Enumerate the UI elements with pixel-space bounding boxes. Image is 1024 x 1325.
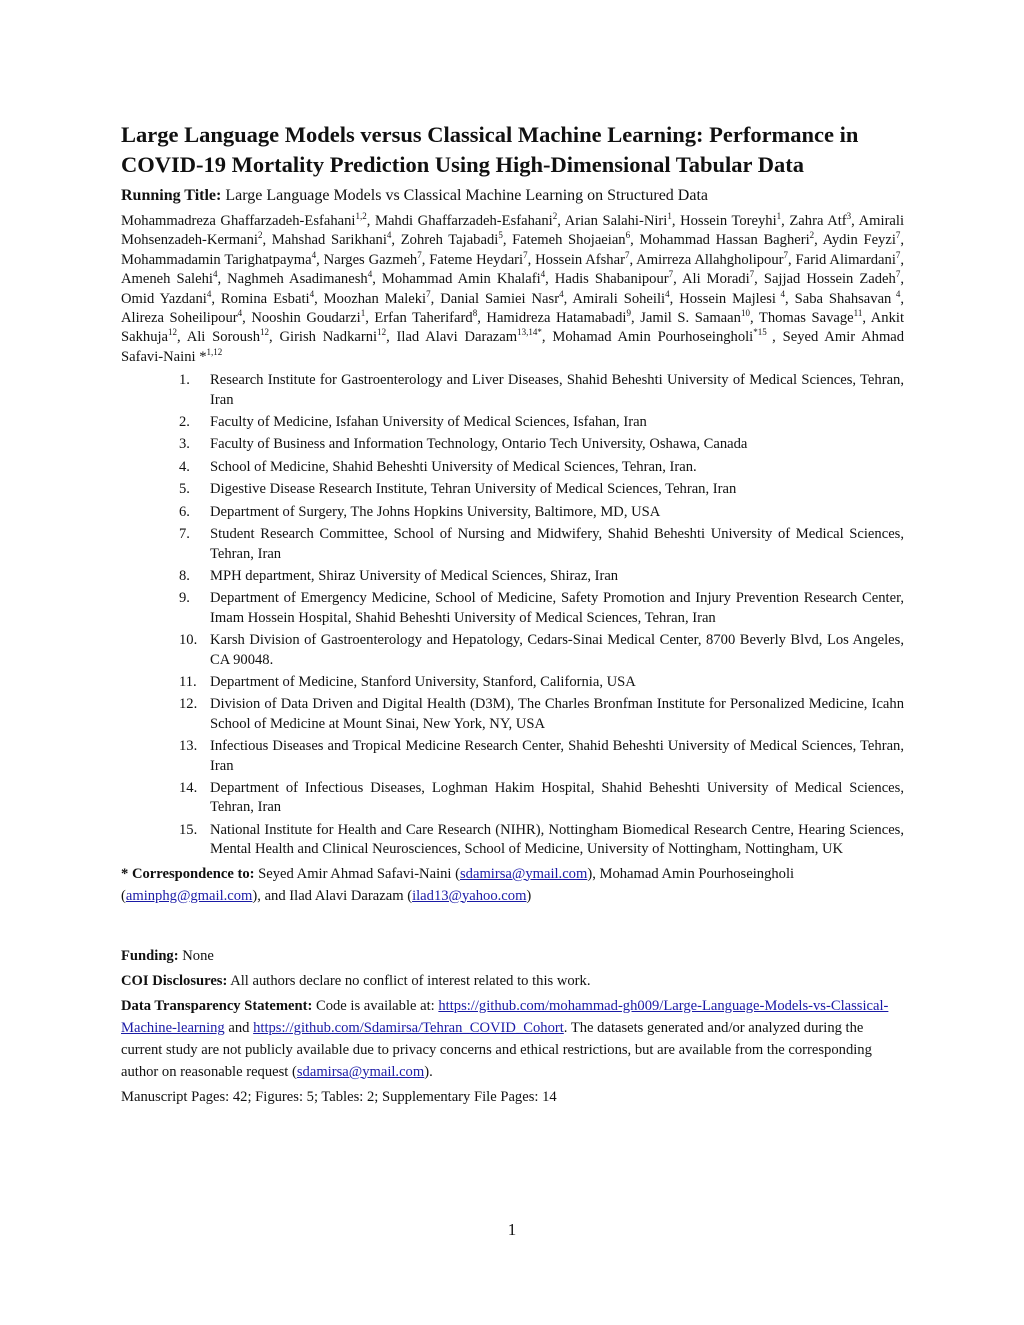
author-affiliation-sup: 12 <box>377 327 387 338</box>
affiliation-text: Infectious Diseases and Tropical Medicine Research Center, Shahid Beheshti University of Medical Sciences, Tehran, Iran <box>210 738 904 774</box>
email-link[interactable]: sdamirsa@ymail.com <box>460 865 588 882</box>
author-affiliation-sup: 7 <box>523 249 528 260</box>
funding-label: Funding: <box>121 947 179 964</box>
author-affiliation-sup: 13,14* <box>517 327 542 338</box>
affiliation-number: 4. <box>179 458 190 475</box>
author-affiliation-sup: 7 <box>749 269 755 280</box>
affiliation-text: Department of Surgery, The Johns Hopkins University, Baltimore, MD, USA <box>210 503 661 520</box>
affiliation-item <box>121 567 904 586</box>
author-affiliation-sup: 4 <box>775 288 785 299</box>
email-link[interactable]: ilad13@yahoo.com <box>412 887 527 904</box>
author: Danial Samiei Nasr <box>440 290 560 307</box>
affiliation-number: 10. <box>179 632 198 649</box>
author: Amirreza Allahgholipour <box>636 251 784 268</box>
author-affiliation-sup: 12 <box>168 327 178 338</box>
affiliation-item <box>121 737 904 776</box>
affiliation-text: MPH department, Shiraz University of Medical Sciences, Shiraz, Iran <box>210 567 619 584</box>
affiliation-list <box>121 371 904 859</box>
affiliation-number: 12. <box>179 696 198 713</box>
affiliation-text: Faculty of Medicine, Isfahan University of Medical Sciences, Isfahan, Iran <box>210 414 647 431</box>
affiliation-number: 2. <box>179 414 190 431</box>
author: Mohammad Amin Khalafi <box>381 271 541 288</box>
declarations <box>121 945 904 1108</box>
author: Thomas Savage <box>758 310 854 327</box>
running-title-text: Large Language Models vs Classical Machine Learning on Structured Data <box>225 187 709 204</box>
author-affiliation-sup: 2 <box>552 211 558 222</box>
author: Ali Moradi <box>682 271 750 288</box>
affiliation-item <box>121 779 904 818</box>
author-affiliation-sup: 7 <box>783 249 789 260</box>
author: Seyed Amir Ahmad Safavi-Naini * <box>121 329 905 365</box>
code-link[interactable]: https://github.com/mohammad-gh009/Large-Language-Models-vs-Classical-Machine-learning <box>121 997 889 1036</box>
author-affiliation-sup: 7 <box>895 249 901 260</box>
author: Amirali Soheili <box>572 290 666 307</box>
author: Mahshad Sarikhani <box>271 232 387 249</box>
funding <box>121 945 904 967</box>
author-affiliation-sup: 7 <box>417 249 422 260</box>
author-affiliation-sup: 7 <box>895 269 901 280</box>
author-affiliation-sup: 7 <box>895 230 901 241</box>
author: Fatemeh Shojaeian <box>512 232 626 249</box>
affiliation-number: 15. <box>179 821 198 838</box>
author: Mohamad Amin Pourhoseingholi <box>552 329 754 346</box>
author: Mahdi Ghaffarzadeh-Esfahani <box>374 213 553 229</box>
author-affiliation-sup: 1,2 <box>355 211 367 222</box>
author: Girish Nadkarni <box>279 329 378 346</box>
affiliation-item <box>121 631 904 670</box>
affiliation-number: 9. <box>179 590 190 607</box>
correspondence-text: ), and Ilad Alavi Darazam ( <box>252 887 413 904</box>
author-affiliation-sup: 7 <box>668 269 674 280</box>
author-affiliation-sup: 4 <box>540 269 546 280</box>
author-affiliation-sup: 4 <box>309 288 315 299</box>
affiliation-text: National Institute for Health and Care Research (NIHR), Nottingham Biomedical Research Centre, Hearing Sciences, Mental Health and Clinical Neurosciences, School of Medicine, University of Nottingham, Nottingham, UK <box>210 821 904 858</box>
author: Farid Alimardani <box>795 251 896 268</box>
author: Mohammadamin Tarighatpayma <box>121 251 312 268</box>
coi-disclosures <box>121 970 904 992</box>
data-statement-label: Data Transparency Statement: <box>121 997 313 1014</box>
affiliation-number: 7. <box>179 526 190 543</box>
author-affiliation-sup: 4 <box>559 288 564 299</box>
author: Aydin Feyzi <box>822 232 896 249</box>
author: Zahra Atf <box>789 213 847 229</box>
author-list: Mohammadreza Ghaffarzadeh-Esfahani$^{1,2}$, Mahdi Ghaffarzadeh-Esfahani$^2$, Arian Salahi-Niri$^1$, Hossein Toreyhi$^1$, Zahra Atf$^3$, Amirali Mohsenzadeh-Kermani$^2$, Mahshad Sarikhani$^4$, Zohreh Tajabadi$^5$, Fatemeh Shojaeian$^6$, Mohammad Hassan Bagheri$^2$, Aydin Feyzi$^7$, Mohammadamin Tarighatpayma$^4$, Narges Gazmeh$^7$, Fateme Heydari$^7$, Hossein Afshar$^7$, Amirreza Allahgholipour$^7$, Farid Alimardani$^7$, Ameneh Salehi$^4$, Naghmeh Asadimanesh$^4$, Mohammad Amin Khalafi$^4$, Hadis Shabanipour$^7$, Ali Moradi$^7$, Sajjad Hossein Zadeh$^7$, Omid Yazdani$^4$, Romina Esbati$^4$, Moozhan Maleki$^7$, Danial Samiei Nasr$^4$, Amirali Soheili$^4$, Hossein Majlesi $^4$, Saba Shahsavan $^4$, Alireza Soheilipour$^4$, Nooshin Goudarzi$^1$, Erfan Taherifard$^8$, Hamidreza Hatamabadi$^9$, Jamil S. Samaan$^{10}$, Thomas Savage$^{11}$, Ankit Sakhuja$^{12}$, Ali Soroush$^{12}$, Girish Nadkarni$^{12}$, Ilad Alavi Darazam$^{13,14*}$, Mohamad Amin Pourhoseingholi$^{*15}$ , Seyed Amir Ahmad Safavi-Naini *$^{1,12}$ <box>121 211 905 365</box>
author-affiliation-sup: 4 <box>206 288 212 299</box>
author-affiliation-sup: 4 <box>212 269 218 280</box>
affiliation-item <box>121 413 904 432</box>
correspondence-text: ) <box>526 887 532 904</box>
author: Hamidreza Hatamabadi <box>486 310 627 327</box>
author: Arian Salahi-Niri <box>564 213 668 229</box>
affiliation-number: 8. <box>179 567 190 584</box>
author: Hossein Majlesi <box>679 290 776 307</box>
email-link[interactable]: sdamirsa@ymail.com <box>296 1063 425 1080</box>
author-affiliation-sup: 4 <box>891 288 901 299</box>
page-number: 1 <box>507 1220 517 1239</box>
affiliation-text: School of Medicine, Shahid Beheshti University of Medical Sciences, Tehran, Iran. <box>210 458 697 475</box>
affiliation-item <box>121 458 904 477</box>
author-affiliation-sup: 1 <box>667 211 672 222</box>
affiliation-item <box>121 821 904 860</box>
author-affiliation-sup: 3 <box>846 211 852 222</box>
data-statement-text: ). <box>424 1063 433 1080</box>
author-affiliation-sup: 10 <box>740 308 750 319</box>
manuscript-info: Manuscript Pages: 42; Figures: 5; Tables: 2; Supplementary File Pages: 14 <box>121 1088 557 1105</box>
paper-page <box>121 120 904 1111</box>
affiliation-item <box>121 525 904 564</box>
affiliation-text: Department of Infectious Diseases, Loghman Hakim Hospital, Shahid Beheshti University of Medical Sciences, Tehran, Iran <box>210 779 904 816</box>
author: Nooshin Goudarzi <box>251 310 361 327</box>
affiliation-number: 13. <box>179 738 198 755</box>
author-affiliation-sup: 2 <box>257 230 263 241</box>
paper-title: Large Language Models versus Classical Machine Learning: Performance in COVID-19 Mortality Prediction Using High-Dimensional Tabular Data <box>121 122 859 177</box>
author-affiliation-sup: 11 <box>853 308 863 319</box>
running-title-label: Running Title: <box>121 187 222 204</box>
correspondence-text: Seyed Amir Ahmad Safavi-Naini ( <box>254 865 460 882</box>
author-affiliation-sup: 4 <box>237 308 243 319</box>
coi-text: All authors declare no conflict of interest related to this work. <box>227 972 591 989</box>
author: Hossein Afshar <box>535 251 625 268</box>
affiliation-item <box>121 673 904 692</box>
affiliation-text: Student Research Committee, School of Nursing and Midwifery, Shahid Beheshti University of Medical Sciences, Tehran, Iran <box>210 526 904 562</box>
data-statement-text: Code is available at: <box>312 997 439 1014</box>
affiliation-text: Karsh Division of Gastroenterology and Hepatology, Cedars-Sinai Medical Center, 8700 Beverly Blvd, Los Angeles, CA 90048. <box>210 632 904 668</box>
author-affiliation-sup: 4 <box>311 249 317 260</box>
affiliation-item <box>121 371 904 410</box>
author: Erfan Taherifard <box>374 310 473 327</box>
author-affiliation-sup: 4 <box>665 288 670 299</box>
author-affiliation-sup: 1 <box>360 308 366 319</box>
author: Naghmeh Asadimanesh <box>227 271 368 288</box>
author-affiliation-sup: 8 <box>472 308 478 319</box>
author: Ali Soroush <box>186 329 260 346</box>
affiliation-text: Digestive Disease Research Institute, Tehran University of Medical Sciences, Tehran, Iran <box>210 481 737 498</box>
correspondence-text: ), Mohamad Amin Pourhoseingholi ( <box>121 865 795 904</box>
author-affiliation-sup: 1 <box>776 211 782 222</box>
author: Saba Shahsavan <box>794 290 892 307</box>
author: Mohammad Hassan Bagheri <box>639 232 810 249</box>
email-link[interactable]: aminphg@gmail.com <box>125 887 253 904</box>
author-affiliation-sup: 7 <box>624 249 630 260</box>
affiliation-number: 5. <box>179 481 190 498</box>
data-transparency <box>121 995 904 1083</box>
affiliation-item <box>121 695 904 734</box>
author: Alireza Soheilipour <box>121 310 238 327</box>
author-affiliation-sup: 2 <box>809 230 815 241</box>
affiliation-number: 3. <box>179 436 190 453</box>
affiliation-number: 14. <box>179 779 198 796</box>
affiliation-item <box>121 503 904 522</box>
author-affiliation-sup: 12 <box>260 327 269 338</box>
affiliation-item <box>121 480 904 499</box>
affiliation-text: Division of Data Driven and Digital Health (D3M), The Charles Bronfman Institute for Personalized Medicine, Icahn School of Medicine at Mount Sinai, New York, NY, USA <box>210 696 904 732</box>
author: Narges Gazmeh <box>323 251 418 268</box>
author-affiliation-sup: 1,12 <box>206 346 223 357</box>
author: Mohammadreza Ghaffarzadeh-Esfahani <box>121 213 356 229</box>
affiliation-item <box>121 589 904 628</box>
affiliation-text: Department of Medicine, Stanford University, Stanford, California, USA <box>210 673 636 690</box>
author-affiliation-sup: 7 <box>426 288 431 299</box>
coi-label: COI Disclosures: <box>121 972 228 989</box>
affiliation-item <box>121 435 904 454</box>
correspondence-label: * Correspondence to: <box>121 865 255 882</box>
running-title <box>121 186 904 206</box>
author: Moozhan Maleki <box>323 290 427 307</box>
author-affiliation-sup: 5 <box>498 230 503 241</box>
author: Jamil S. Samaan <box>640 310 741 327</box>
affiliation-text: Faculty of Business and Information Technology, Ontario Tech University, Oshawa, Canada <box>210 436 748 453</box>
affiliation-text: Research Institute for Gastroenterology and Liver Diseases, Shahid Beheshti University of Medical Sciences, Tehran, Iran <box>210 372 904 408</box>
correspondence <box>121 863 904 907</box>
author-affiliation-sup: *15 <box>753 327 773 338</box>
affiliation-text: Department of Emergency Medicine, School of Medicine, Safety Promotion and Injury Prevention Research Center, Imam Hossein Hospital, Shahid Beheshti University of Medical Sciences, Tehran, Iran <box>210 590 904 626</box>
author: Hossein Toreyhi <box>680 213 777 229</box>
author: Ilad Alavi Darazam <box>396 329 518 346</box>
funding-text: None <box>178 947 214 964</box>
author-affiliation-sup: 9 <box>626 308 631 319</box>
author: Ankit Sakhuja <box>121 310 904 346</box>
author-affiliation-sup: 4 <box>386 230 392 241</box>
affiliation-number: 1. <box>179 372 190 389</box>
author: Amirali Mohsenzadeh-Kermani <box>121 213 905 249</box>
affiliation-number: 11. <box>179 673 197 690</box>
affiliation-number: 6. <box>179 503 190 520</box>
cohort-link[interactable]: https://github.com/Sdamirsa/Tehran_COVID_Cohort <box>253 1019 564 1036</box>
author-affiliation-sup: 4 <box>367 269 373 280</box>
data-statement-text: and <box>224 1019 254 1036</box>
author-affiliation-sup: 6 <box>625 230 631 241</box>
author: Sajjad Hossein Zadeh <box>763 271 896 288</box>
data-statement-text: . The datasets generated and/or analyzed during the current study are not publicly available due to privacy concerns and ethical restrictions, but are available from the corresponding author on reasonable request ( <box>121 1019 872 1080</box>
author: Romina Esbati <box>220 290 310 307</box>
author: Omid Yazdani <box>121 290 207 307</box>
author: Fateme Heydari <box>429 251 524 268</box>
author: Zohreh Tajabadi <box>400 232 499 249</box>
author: Hadis Shabanipour <box>554 271 669 288</box>
author: Ameneh Salehi <box>121 271 213 288</box>
